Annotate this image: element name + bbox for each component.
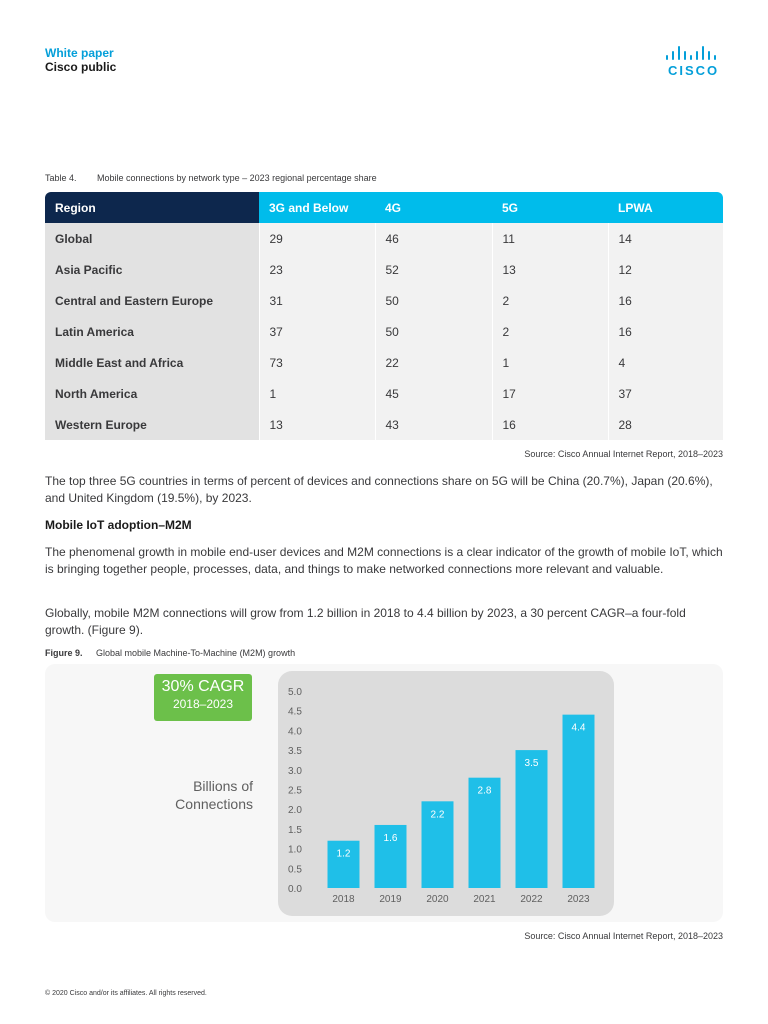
bar-value-label: 4.4 — [571, 722, 586, 734]
x-tick-label: 2022 — [520, 894, 543, 905]
region-cell: Asia Pacific — [45, 254, 259, 285]
value-cell: 13 — [492, 254, 608, 285]
value-cell: 29 — [259, 223, 375, 254]
column-header: 5G — [492, 192, 608, 223]
bar-value-label: 2.2 — [430, 809, 445, 821]
value-cell: 4 — [608, 347, 723, 378]
table-source: Source: Cisco Annual Internet Report, 2018–2023 — [524, 449, 723, 459]
doc-type-label: White paper — [45, 46, 114, 60]
value-cell: 11 — [492, 223, 608, 254]
y-tick-label: 4.0 — [288, 726, 302, 738]
table-row — [45, 223, 723, 254]
region-cell: Western Europe — [45, 409, 259, 440]
x-tick-label: 2023 — [567, 894, 590, 905]
table-row — [45, 285, 723, 316]
region-cell: Latin America — [45, 316, 259, 347]
y-tick-label: 5.0 — [288, 687, 302, 698]
copyright-footer: © 2020 Cisco and/or its affiliates. All rights reserved. — [45, 990, 207, 997]
bar-value-label: 1.2 — [336, 848, 351, 860]
y-unit-label — [140, 777, 253, 813]
region-cell: Middle East and Africa — [45, 347, 259, 378]
bar-value-label: 1.6 — [383, 832, 398, 844]
column-header: 3G and Below — [259, 192, 375, 223]
x-tick-label: 2019 — [379, 894, 402, 905]
table-row — [45, 254, 723, 285]
bar-value-label: 2.8 — [477, 785, 492, 797]
value-cell: 16 — [608, 285, 723, 316]
value-cell: 2 — [492, 285, 608, 316]
table-row — [45, 316, 723, 347]
region-cell: Central and Eastern Europe — [45, 285, 259, 316]
region-cell: North America — [45, 378, 259, 409]
figure-caption-number: Figure 9. — [45, 648, 83, 658]
value-cell: 22 — [375, 347, 492, 378]
figure-caption-text: Global mobile Machine-To-Machine (M2M) growth — [96, 648, 296, 658]
region-cell: Global — [45, 223, 259, 254]
table-header-row — [45, 192, 723, 223]
value-cell: 46 — [375, 223, 492, 254]
cagr-value: 30% CAGR — [161, 678, 245, 695]
table-caption-number: Table 4. — [45, 173, 77, 183]
bar — [516, 750, 548, 888]
value-cell: 45 — [375, 378, 492, 409]
value-cell: 37 — [608, 378, 723, 409]
column-header: Region — [45, 192, 259, 223]
cisco-bridge-icon — [666, 44, 720, 60]
value-cell: 16 — [608, 316, 723, 347]
value-cell: 50 — [375, 316, 492, 347]
column-header: 4G — [375, 192, 492, 223]
table-row — [45, 378, 723, 409]
value-cell: 16 — [492, 409, 608, 440]
value-cell: 37 — [259, 316, 375, 347]
paragraph-5g-countries: The top three 5G countries in terms of percent of devices and connections share on 5G will be China (20.7%), Japan (20.6%), and United Kingdom (19.5%), by 2023. — [45, 474, 713, 505]
y-tick-label: 4.5 — [288, 706, 302, 718]
value-cell: 28 — [608, 409, 723, 440]
value-cell: 1 — [259, 378, 375, 409]
cisco-wordmark: CISCO — [668, 63, 720, 78]
value-cell: 31 — [259, 285, 375, 316]
y-tick-label: 0.0 — [288, 884, 302, 895]
value-cell: 2 — [492, 316, 608, 347]
x-tick-label: 2021 — [473, 894, 496, 905]
cagr-period: 2018–2023 — [172, 697, 234, 711]
value-cell: 73 — [259, 347, 375, 378]
paragraph-m2m-forecast: Globally, mobile M2M connections will grow from 1.2 billion in 2018 to 4.4 billion by 2023, a 30 percent CAGR–a four-fold growth. (Figure 9). — [45, 606, 686, 637]
bar — [563, 715, 595, 888]
value-cell: 43 — [375, 409, 492, 440]
table-row — [45, 409, 723, 440]
regional-share-table — [45, 192, 723, 440]
figure-caption — [45, 648, 295, 658]
bar-value-label: 3.5 — [524, 758, 539, 770]
classification-label: Cisco public — [45, 60, 117, 74]
y-tick-label: 1.5 — [288, 824, 302, 836]
column-header: LPWA — [608, 192, 723, 223]
section-heading: Mobile IoT adoption–M2M — [45, 518, 192, 532]
y-tick-label: 3.5 — [288, 746, 302, 758]
y-tick-label: 2.0 — [288, 805, 302, 817]
cisco-logo — [662, 44, 724, 80]
y-tick-label: 0.5 — [288, 864, 302, 876]
y-tick-label: 3.0 — [288, 765, 302, 777]
value-cell: 12 — [608, 254, 723, 285]
value-cell: 13 — [259, 409, 375, 440]
value-cell: 50 — [375, 285, 492, 316]
paragraph-iot-growth: The phenomenal growth in mobile end-user devices and M2M connections is a clear indicator of the growth of mobile IoT, which is bringing together people, processes, data, and things to make networked connections more relevant and valuable. — [45, 545, 723, 576]
figure-source: Source: Cisco Annual Internet Report, 2018–2023 — [524, 931, 723, 941]
x-tick-label: 2020 — [426, 894, 449, 905]
value-cell: 23 — [259, 254, 375, 285]
cagr-badge — [154, 674, 252, 721]
value-cell: 17 — [492, 378, 608, 409]
y-unit-line-2: Connections — [175, 796, 253, 812]
y-tick-label: 2.5 — [288, 785, 302, 797]
table-row — [45, 347, 723, 378]
value-cell: 52 — [375, 254, 492, 285]
value-cell: 1 — [492, 347, 608, 378]
m2m-bar-chart — [278, 671, 614, 916]
y-unit-line-1: Billions of — [193, 778, 253, 794]
table-caption — [45, 173, 377, 183]
value-cell: 14 — [608, 223, 723, 254]
x-tick-label: 2018 — [332, 894, 355, 905]
table-caption-text: Mobile connections by network type – 2023 regional percentage share — [97, 173, 377, 183]
y-tick-label: 1.0 — [288, 844, 302, 856]
